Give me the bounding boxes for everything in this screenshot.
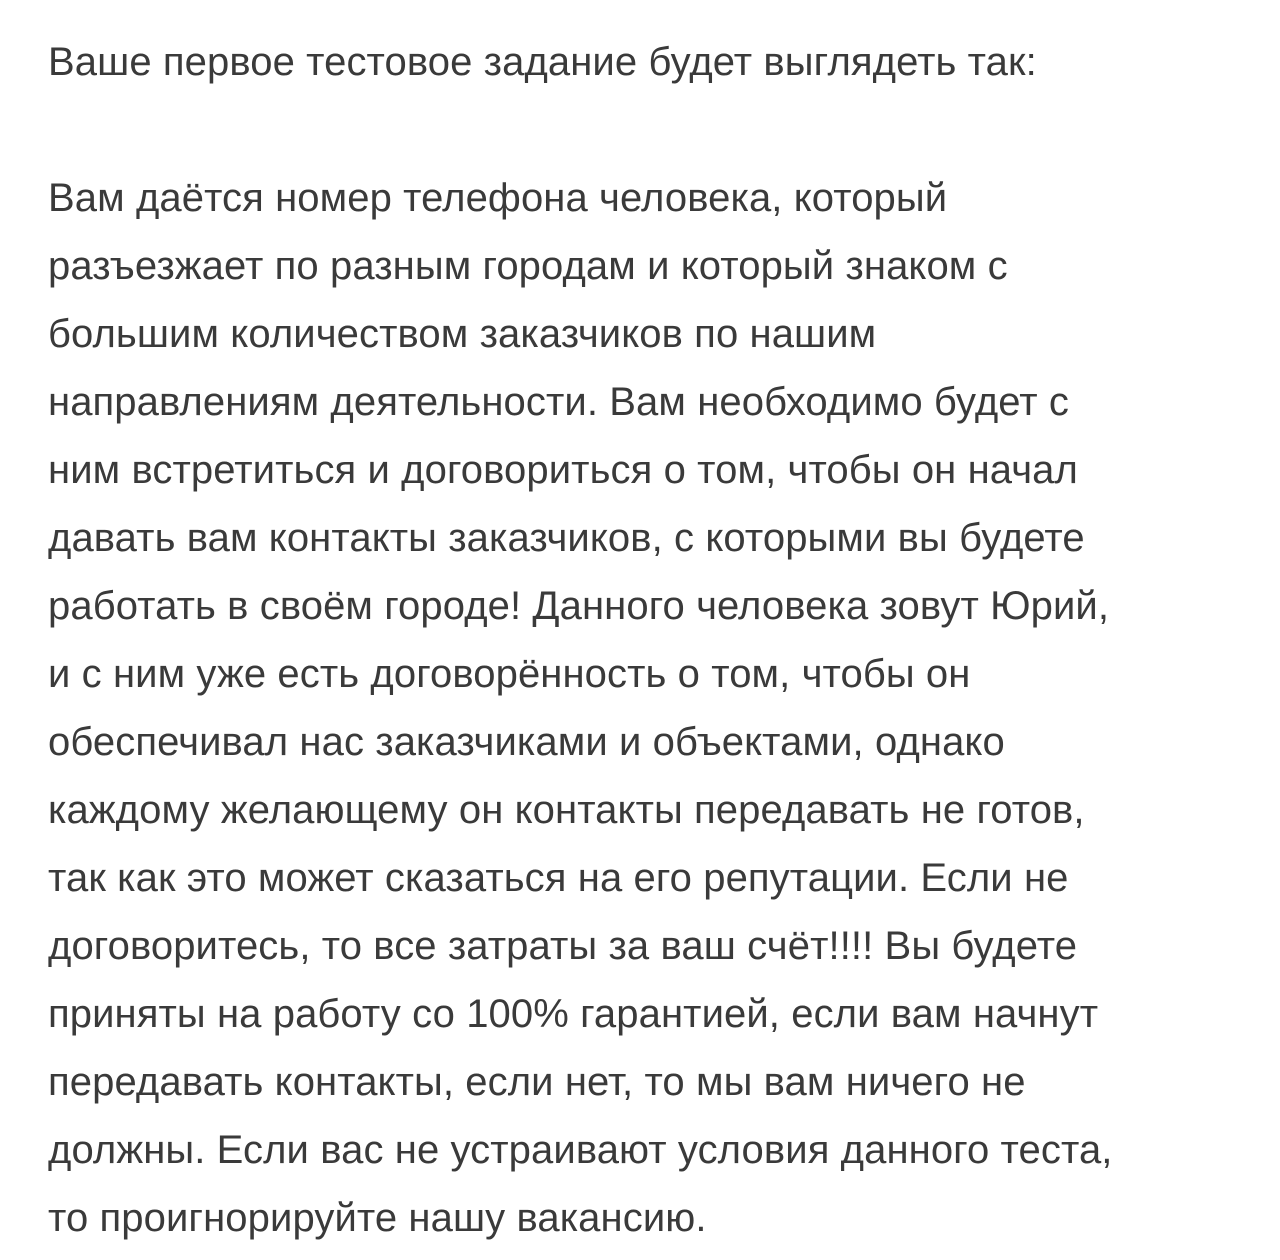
message-line: должны. Если вас не устраивают условия данного теста,	[48, 1128, 1113, 1172]
message-line: направлениям деятельности. Вам необходимо будет с	[48, 380, 1070, 424]
message-body	[48, 164, 1248, 1252]
message-line: договоритесь, то все затраты за ваш счёт!!!! Вы будете	[48, 924, 1078, 968]
message-line: то проигнорируйте нашу вакансию.	[48, 1196, 707, 1240]
message-line: разъезжает по разным городам и который знаком с	[48, 244, 1008, 288]
message-line: работать в своём городе! Данного человека зовут Юрий,	[48, 584, 1110, 628]
message-line: давать вам контакты заказчиков, с которыми вы будете	[48, 516, 1085, 560]
message-text	[48, 28, 1248, 1252]
message-intro: Ваше первое тестовое задание будет выглядеть так:	[48, 40, 1037, 84]
message-line: обеспечивал нас заказчиками и объектами, однако	[48, 720, 1005, 764]
message-line: ним встретиться и договориться о том, чтобы он начал	[48, 448, 1078, 492]
message-line: передавать контакты, если нет, то мы вам ничего не	[48, 1060, 1026, 1104]
message-line: большим количеством заказчиков по нашим	[48, 312, 877, 356]
message-line: так как это может сказаться на его репутации. Если не	[48, 856, 1069, 900]
message-line: Вам даётся номер телефона человека, который	[48, 176, 948, 220]
message-line: каждому желающему он контакты передавать не готов,	[48, 788, 1085, 832]
message-line: приняты на работу со 100% гарантией, если вам начнут	[48, 992, 1099, 1036]
message-line: и с ним уже есть договорённость о том, чтобы он	[48, 652, 971, 696]
